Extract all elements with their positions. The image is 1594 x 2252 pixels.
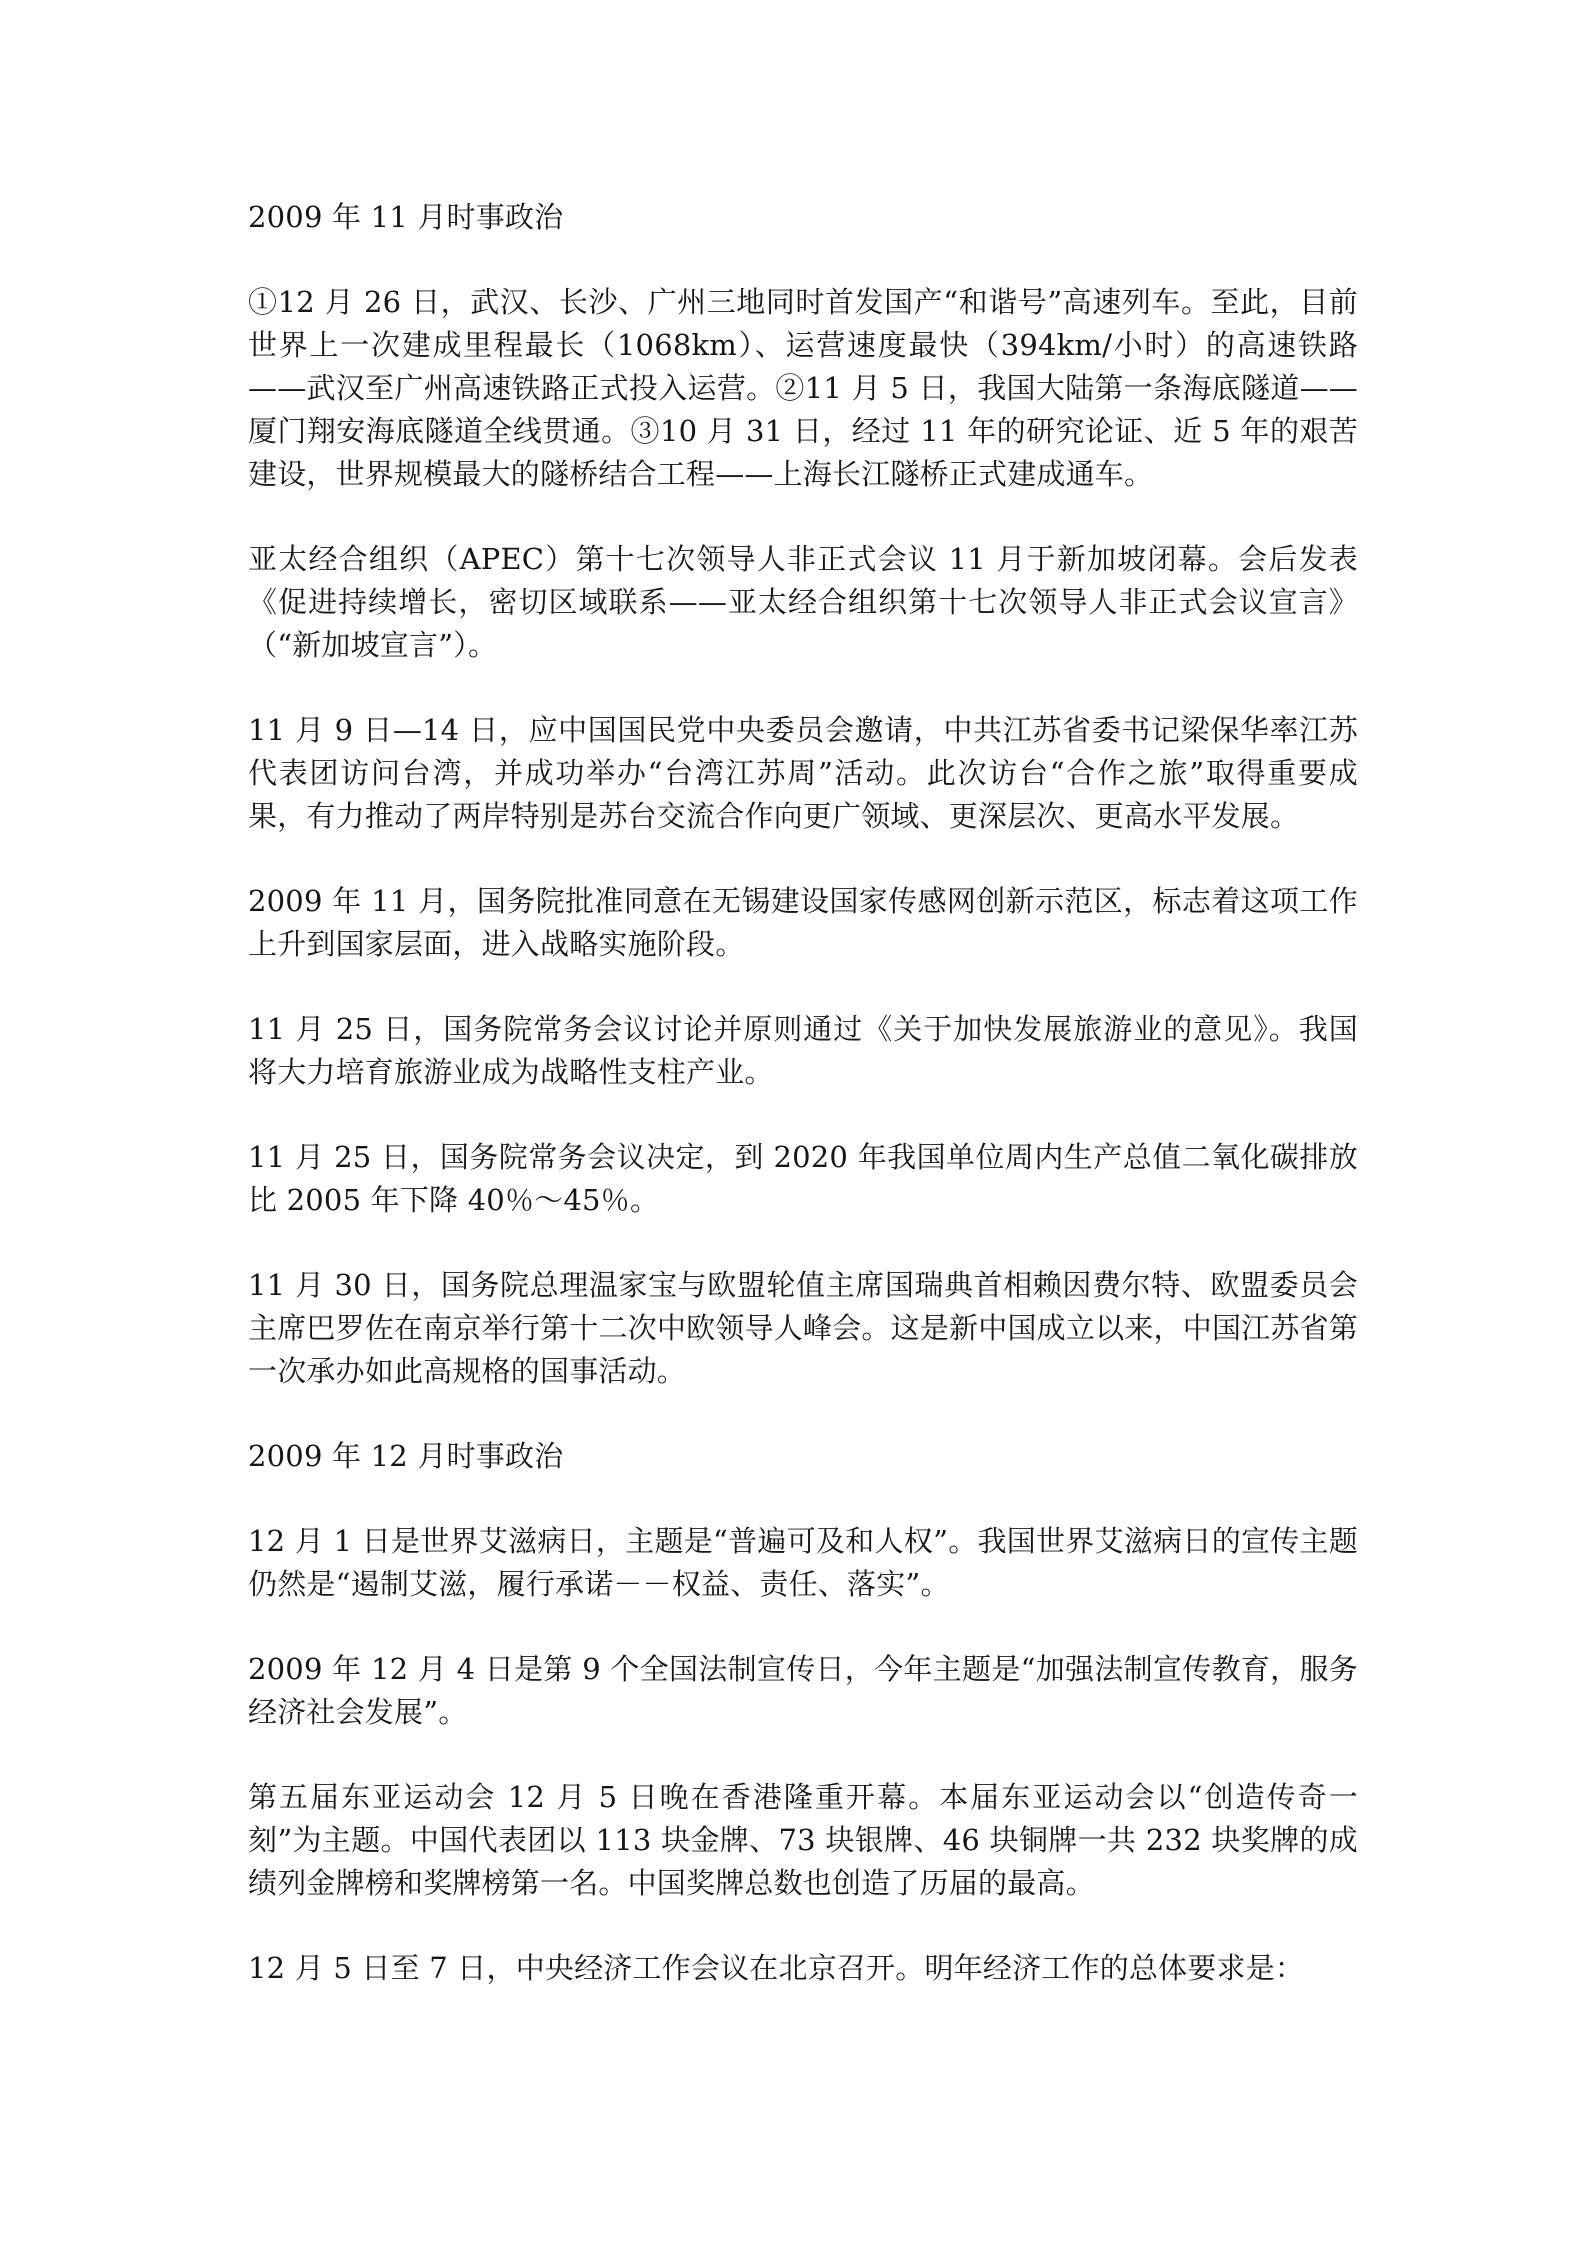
paragraph-taiwan-visit: 11 月 9 日—14 日，应中国国民党中央委员会邀请，中共江苏省委书记梁保华率江苏代表团访问台湾，并成功举办“台湾江苏周”活动。此次访台“合作之旅”取得重要成果，有力推动了两岸特别是苏台交流合作向更广领域、更深层次、更高水平发展。 xyxy=(248,713,1358,833)
paragraph-railway-tunnel-bridge: ①12 月 26 日，武汉、长沙、广州三地同时首发国产“和谐号”高速列车。至此，目前世界上一次建成里程最长（1068km）、运营速度最快（394km/小时）的高速铁路——武汉至广州高速铁路正式投入运营。②11 月 5 日，我国大陆第一条海底隧道——厦门翔安海底隧道全线贯通。③10 月 31 日，经过 11 年的研究论证、近 5 年的艰苦建设，世界规模最大的隧桥结合工程——上海长江隧桥正式建成通车。 xyxy=(248,285,1358,491)
paragraph-china-eu-summit: 11 月 30 日，国务院总理温家宝与欧盟轮值主席国瑞典首相赖因费尔特、欧盟委员会主席巴罗佐在南京举行第十二次中欧领导人峰会。这是新中国成立以来，中国江苏省第一次承办如此高规格的国事活动。 xyxy=(248,1268,1358,1388)
section-heading-december: 2009 年 12 月时事政治 xyxy=(248,1439,564,1473)
paragraph-apec: 亚太经合组织（APEC）第十七次领导人非正式会议 11 月于新加坡闭幕。会后发表《促进持续增长，密切区域联系——亚太经合组织第十七次领导人非正式会议宣言》（“新加坡宣言”）。 xyxy=(248,542,1358,662)
paragraph-carbon-emission: 11 月 25 日，国务院常务会议决定，到 2020 年我国单位周内生产总值二氧化碳排放比 2005 年下降 40％～45％。 xyxy=(248,1140,1358,1217)
paragraph-wuxi-sensor-network: 2009 年 11 月，国务院批准同意在无锡建设国家传感网创新示范区，标志着这项工作上升到国家层面，进入战略实施阶段。 xyxy=(248,884,1358,961)
paragraph-aids-day: 12 月 1 日是世界艾滋病日，主题是“普遍可及和人权”。我国世界艾滋病日的宣传主题仍然是“遏制艾滋，履行承诺－－权益、责任、落实”。 xyxy=(248,1524,1358,1601)
paragraph-economic-conference: 12 月 5 日至 7 日，中央经济工作会议在北京召开。明年经济工作的总体要求是： xyxy=(248,1951,1305,1985)
paragraph-legal-day: 2009 年 12 月 4 日是第 9 个全国法制宣传日，今年主题是“加强法制宣传教育，服务经济社会发展”。 xyxy=(248,1652,1358,1729)
paragraph-east-asian-games: 第五届东亚运动会 12 月 5 日晚在香港隆重开幕。本届东亚运动会以“创造传奇一刻”为主题。中国代表团以 113 块金牌、73 块银牌、46 块铜牌一共 232 块奖牌的成绩列金牌榜和奖牌榜第一名。中国奖牌总数也创造了历届的最高。 xyxy=(248,1780,1358,1900)
section-heading-november: 2009 年 11 月时事政治 xyxy=(248,200,564,234)
document-page xyxy=(248,196,1358,1990)
paragraph-tourism: 11 月 25 日，国务院常务会议讨论并原则通过《关于加快发展旅游业的意见》。我国将大力培育旅游业成为战略性支柱产业。 xyxy=(248,1012,1358,1089)
